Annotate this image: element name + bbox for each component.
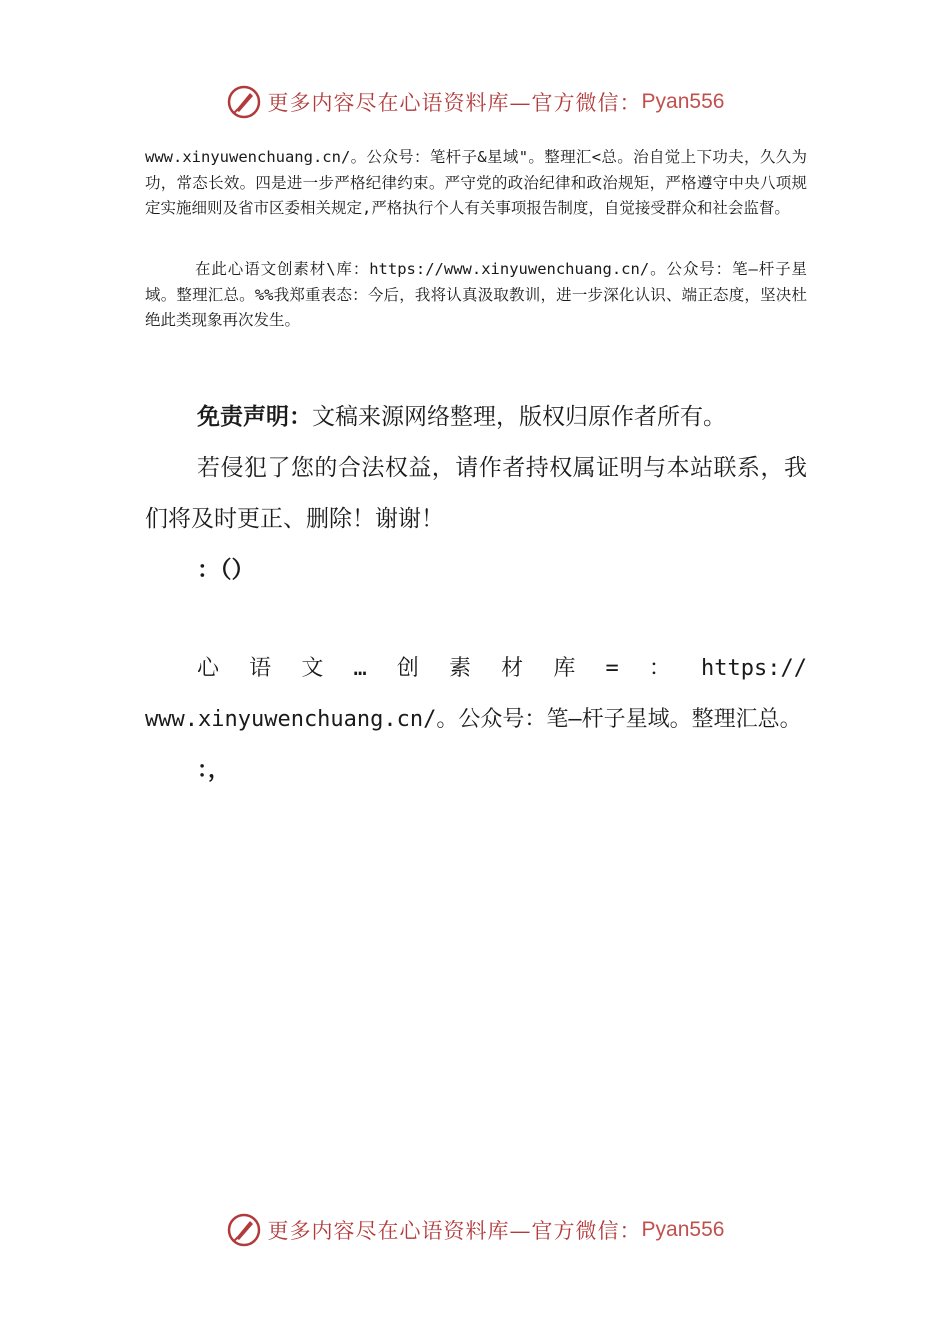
body-paragraph-1 <box>145 145 807 222</box>
watermark-wechat-id: Pyan556 <box>641 1218 725 1241</box>
source-section <box>145 643 807 796</box>
source-spaced-line <box>145 643 807 694</box>
source-line-end: ：， <box>197 758 231 783</box>
body-paragraph-2 <box>145 257 807 334</box>
source-char: ： <box>648 656 671 681</box>
source-char: 文 <box>301 656 324 681</box>
source-char: 库 <box>553 656 576 681</box>
quill-circle-logo-icon <box>226 84 262 120</box>
paragraph-text: 在此心语文创素材\库：https://www.xinyuwenchuang.cn/。公众号：笔—杆子星域。整理汇总。%%我郑重表态：今后，我将认真汲取教训，进一步深化认识、端正态度，坚决杜绝此类现象再次发生。 <box>145 260 807 329</box>
watermark-wechat-id: Pyan556 <box>641 90 725 113</box>
disclaimer-section <box>145 392 807 596</box>
source-char: 心 <box>197 656 220 681</box>
disclaimer-line-2: 若侵犯了您的合法权益，请作者持权属证明与本站联系，我们将及时更正、删除！谢谢！ <box>145 455 807 532</box>
footer-watermark <box>0 1210 950 1250</box>
source-char: 创 <box>396 656 419 681</box>
disclaimer-label: 免责声明： <box>197 404 312 430</box>
quill-circle-logo-icon <box>226 1212 262 1248</box>
header-watermark <box>0 82 950 122</box>
watermark-text: 更多内容尽在心语资料库—官方微信： <box>267 91 642 115</box>
watermark-text: 更多内容尽在心语资料库—官方微信： <box>267 1219 642 1243</box>
source-char: = <box>605 656 619 681</box>
source-char: 素 <box>449 656 472 681</box>
disclaimer-line-1 <box>145 392 807 443</box>
paragraph-text: www.xinyuwenchuang.cn/。公众号：笔杆子&星域"。整理汇<总。治自觉上下功夫，久久为功，常态长效。四是进一步严格纪律约束。严守党的政治纪律和政治规矩，严格遵守中央八项规定实施细则及省市区委相关规定,严格执行个人有关事项报告制度，自觉接受群众和社会监督。 <box>145 148 807 217</box>
source-char: 语 <box>249 656 272 681</box>
source-char: … <box>353 656 367 681</box>
disclaimer-line-3: ：（） <box>197 557 255 583</box>
source-rest: www.xinyuwenchuang.cn/。公众号：笔—杆子星域。整理汇总。 <box>145 707 802 732</box>
source-url-start: https:// <box>701 656 807 681</box>
disclaimer-text: 文稿来源网络整理，版权归原作者所有。 <box>312 404 726 430</box>
source-char: 材 <box>501 656 524 681</box>
